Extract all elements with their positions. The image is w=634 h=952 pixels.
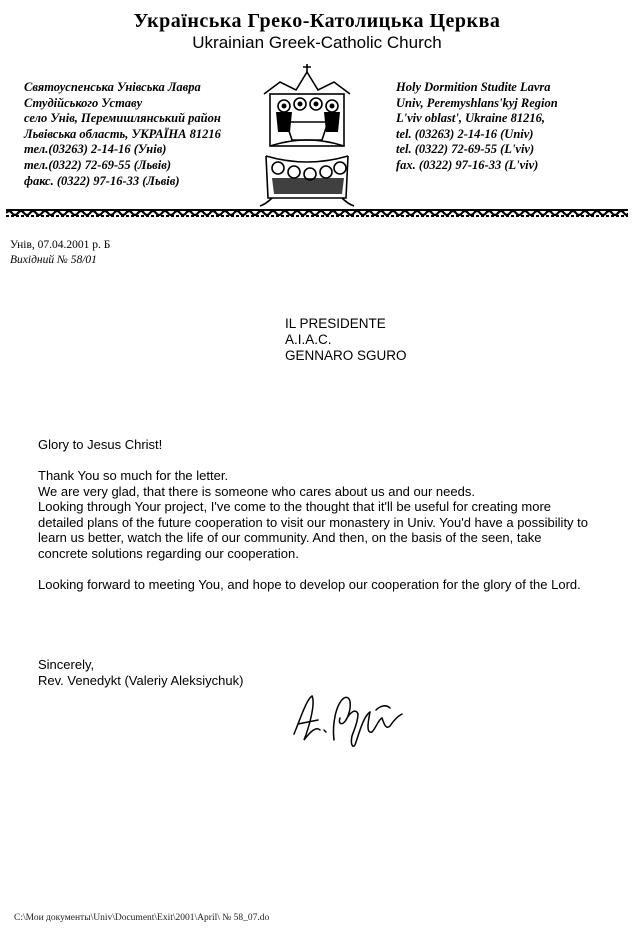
address-block-english [396,80,628,174]
church-title-ukrainian: Українська Греко-Католицька Церква [133,10,501,32]
address-line: тел.(03263) 2-14-16 (Унів) [24,142,167,157]
address-block-ukrainian [24,80,254,189]
recipient-line: GENNARO SGURO [285,348,407,363]
address-line: fax. (0322) 97-16-33 (L'viv) [396,157,539,172]
handwritten-signature [290,690,406,752]
church-title-english: Ukrainian Greek-Catholic Church [192,33,442,52]
closing-sincerely: Sincerely, [38,657,95,672]
address-line: факс. (0322) 97-16-33 (Львів) [24,173,180,188]
address-line: Студійського Уставу [24,95,143,110]
address-line: tel. (0322) 72-69-55 (L'viv) [396,142,535,157]
address-line: tel. (03263) 2-14-16 (Univ) [396,126,534,141]
paragraph: Looking forward to meeting You, and hope to develop our cooperation for the glory of the Lord. [38,576,581,592]
address-line: Львівська область, УКРАЇНА 81216 [24,126,221,141]
date-reference-block [10,238,110,268]
address-line: Univ, Peremyshlans'kyj Region [396,95,558,110]
paragraph: We are very glad, that there is someone who cares about us and our needs. [38,483,475,499]
address-line: село Унів, Перемишлянський район [24,111,221,126]
paragraph: Looking through Your project, I've come to the thought that it'll be useful for creating more detailed plans of the future cooperation to visit our monastery in Univ. You'd have a possibility to learn us better, watch the life of our community. And then, on the basis of the seen, take concrete solutions regarding our cooperation. [38,499,589,561]
decorative-rule [6,206,628,220]
address-line: Holy Dormition Studite Lavra [396,80,551,94]
recipient-line: A.I.A.C. [285,332,332,347]
recipient-line: IL PRESIDENTE [285,316,386,331]
greeting: Glory to Jesus Christ! [38,437,163,452]
address-line: тел.(0322) 72-69-55 (Львів) [24,157,171,172]
closing-block [38,657,243,689]
recipient-block [285,316,407,364]
file-path-footer: C:\Мои документы\Univ\Document\Exit\2001\April\ № 58_07.do [14,913,270,923]
signer-name: Rev. Venedykt (Valeriy Aleksiychuk) [38,673,244,688]
outgoing-number: Вихідний № 58/01 [10,254,97,266]
letter-body [38,437,594,592]
address-line: L'viv oblast', Ukraine 81216, [396,111,545,126]
address-line: Святоуспенська Унівська Лавра [24,80,201,94]
paragraph: Thank You so much for the letter. [38,468,229,483]
date-line: Унів, 07.04.2001 р. Б [10,239,111,251]
dormition-icon-emblem [256,60,358,208]
